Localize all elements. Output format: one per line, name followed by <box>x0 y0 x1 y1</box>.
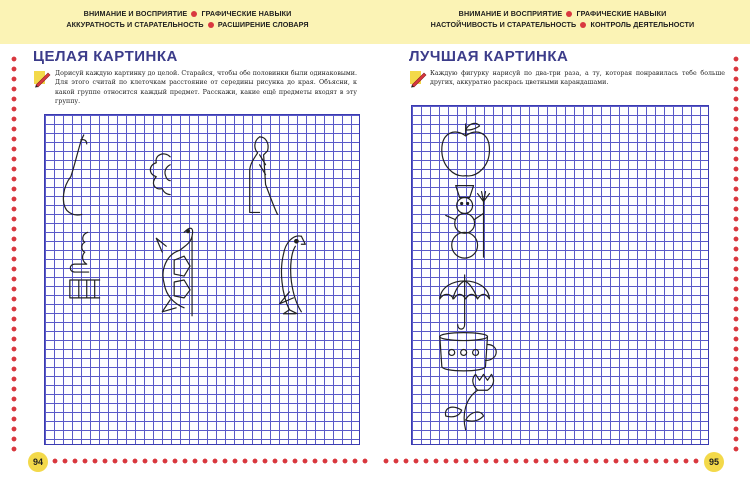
bottom-dotted-border <box>50 458 372 464</box>
header-line-2: НАСТОЙЧИВОСТЬ И СТАРАТЕЛЬНОСТЬ КОНТРОЛЬ ДЕЯТЕЛЬНОСТИ <box>430 20 695 29</box>
flower-half-drawing <box>150 154 170 195</box>
apple-drawing <box>442 123 490 175</box>
sample-figures <box>412 106 708 444</box>
drawing-grid[interactable] <box>411 105 709 445</box>
bottom-dotted-border <box>381 458 703 464</box>
pencil-task-icon <box>409 70 427 88</box>
header-line-1: ВНИМАНИЕ И ВОСПРИЯТИЕ ГРАФИЧЕСКИЕ НАВЫКИ <box>458 9 667 18</box>
header-dot-icon <box>566 11 572 17</box>
pear-half-drawing <box>63 135 86 215</box>
drawing-grid[interactable] <box>44 114 360 445</box>
umbrella-drawing <box>440 275 490 329</box>
right-dotted-border <box>733 54 739 452</box>
page-title: ЛУЧШАЯ КАРТИНКА <box>409 48 569 65</box>
right-page <box>375 0 750 492</box>
page-number: 94 <box>28 452 48 472</box>
flower-drawing <box>445 374 493 430</box>
header-dot-icon <box>208 22 214 28</box>
turtle-half-drawing <box>156 228 192 316</box>
left-dotted-border <box>11 54 17 452</box>
bottle-half-drawing <box>250 137 278 215</box>
header-dot-icon <box>580 22 586 28</box>
page-header <box>375 8 750 30</box>
task-instruction: Каждую фигурку нарисуй по два-три раза, а ту, которая понравилась тебе больше других, аккуратно раскрась цветными карандашами. <box>430 70 725 87</box>
page-number: 95 <box>704 452 724 472</box>
drawing-halves <box>45 115 359 444</box>
task-instruction: Дорисуй каждую картинку до целой. Старайся, чтобы обе половинки были одинаковыми. Для этого считай по клеточкам расстояние от середины рисунка до края. Объясни, к какой группе относится каждый предмет. Расскажи, какие ещё предметы входят в эту группу. <box>55 70 357 105</box>
penguin-half-drawing <box>280 236 306 314</box>
header-dot-icon <box>191 11 197 17</box>
page-title: ЦЕЛАЯ КАРТИНКА <box>33 48 178 65</box>
header-line-2: АККУРАТНОСТЬ И СТАРАТЕЛЬНОСТЬ РАСШИРЕНИЕ СЛОВАРЯ <box>66 20 309 29</box>
page-header <box>0 8 375 30</box>
cake-half-drawing <box>70 232 100 298</box>
header-line-1: ВНИМАНИЕ И ВОСПРИЯТИЕ ГРАФИЧЕСКИЕ НАВЫКИ <box>83 9 292 18</box>
snowman-drawing <box>446 186 490 259</box>
pencil-task-icon <box>33 70 51 88</box>
cup-drawing <box>440 333 496 371</box>
